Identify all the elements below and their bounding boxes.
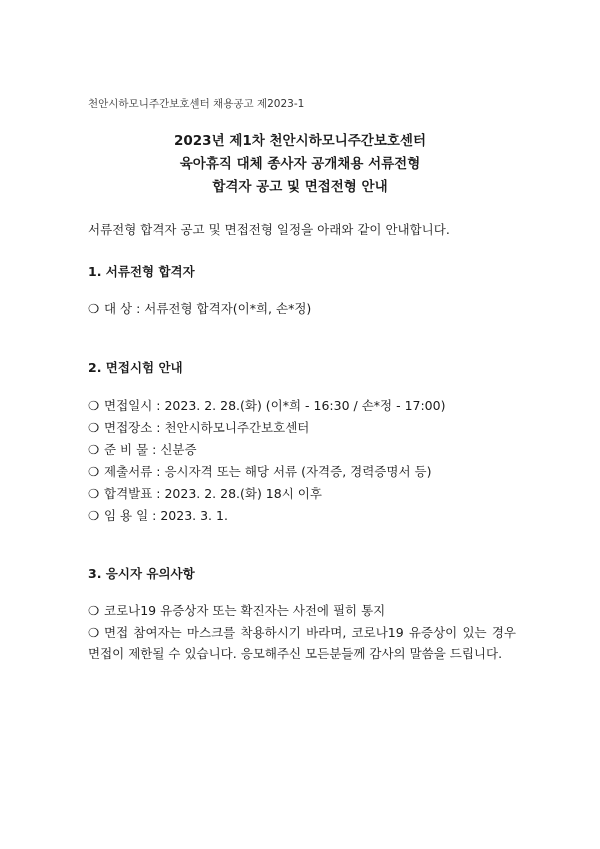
section-2-heading: 2. 면접시험 안내 <box>88 360 183 375</box>
circle-bullet-icon: ❍ <box>88 442 100 457</box>
covid-notice: 코로나19 유증상자 또는 확진자는 사전에 필히 통지 <box>104 603 386 618</box>
document-title <box>0 130 600 199</box>
required-items: 준 비 물 : 신분증 <box>104 442 197 457</box>
appointment-date: 임 용 일 : 2023. 3. 1. <box>104 508 228 523</box>
title-line-3: 합격자 공고 및 면접전형 안내 <box>212 179 388 195</box>
document-number: 천안시하모니주간보호센터 채용공고 제2023-1 <box>88 98 305 110</box>
interview-datetime: 면접일시 : 2023. 2. 28.(화) (이*희 - 16:30 / 손*정 - 17:00) <box>104 398 446 413</box>
section-3-item <box>88 601 385 619</box>
section-2-item <box>88 484 322 502</box>
section-1-heading: 1. 서류전형 합격자 <box>88 264 195 279</box>
circle-bullet-icon: ❍ <box>88 398 100 413</box>
circle-bullet-icon: ❍ <box>88 508 100 523</box>
section-2-item <box>88 440 197 458</box>
section-1-item-text: 대 상 : 서류전형 합격자(이*희, 손*정) <box>104 301 312 316</box>
section-3-item <box>88 622 516 664</box>
circle-bullet-icon: ❍ <box>88 464 100 479</box>
result-announcement: 합격발표 : 2023. 2. 28.(화) 18시 이후 <box>104 486 322 501</box>
section-2-item <box>88 418 309 436</box>
submission-documents: 제출서류 : 응시자격 또는 해당 서류 (자격증, 경력증명서 등) <box>104 464 432 479</box>
mask-notice: 면접 참여자는 마스크를 착용하시기 바라며, 코로나19 유증상이 있는 경우 면접이 제한될 수 있습니다. 응모해주신 모든분들께 감사의 말씀을 드립니다. <box>88 625 516 661</box>
section-2-item <box>88 506 228 524</box>
title-line-2: 육아휴직 대체 종사자 공개채용 서류전형 <box>179 156 421 172</box>
section-1-item <box>88 299 311 317</box>
intro-text: 서류전형 합격자 공고 및 면접전형 일정을 아래와 같이 안내합니다. <box>88 222 450 237</box>
circle-bullet-icon: ❍ <box>88 301 100 316</box>
section-3-heading: 3. 응시자 유의사항 <box>88 566 195 581</box>
circle-bullet-icon: ❍ <box>88 603 100 618</box>
interview-location: 면접장소 : 천안시하모니주간보호센터 <box>104 420 310 435</box>
circle-bullet-icon: ❍ <box>88 420 100 435</box>
section-2-item <box>88 462 431 480</box>
circle-bullet-icon: ❍ <box>88 486 100 501</box>
title-line-1: 2023년 제1차 천안시하모니주간보호센터 <box>174 133 426 149</box>
circle-bullet-icon: ❍ <box>88 625 100 640</box>
section-2-item <box>88 396 445 414</box>
